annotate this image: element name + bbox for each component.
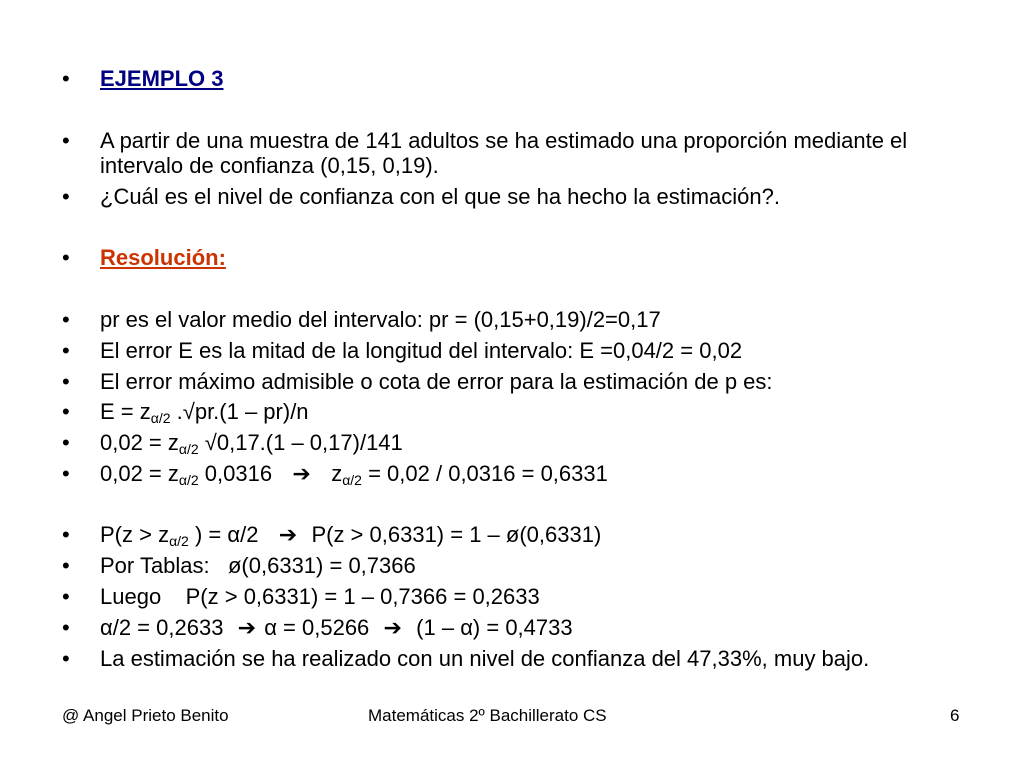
step-substitution — [62, 430, 980, 457]
bullet: • — [62, 430, 70, 455]
problem-question — [62, 184, 980, 209]
subscript: α/2 — [169, 533, 189, 549]
formula-part: √0,17.(1 – 0,17)/141 — [198, 430, 403, 455]
formula-part: 0,0316 — [198, 461, 291, 486]
formula-part: 0,02 = z — [100, 430, 179, 455]
step-text: El error máximo admisible o cota de error para la estimación de p es: — [100, 369, 773, 394]
problem-statement — [62, 128, 980, 178]
bullet: • — [62, 338, 70, 363]
step-formula — [62, 399, 980, 426]
formula-part: P(z > 0,6331) = 1 – ø(0,6331) — [299, 522, 602, 547]
bullet: • — [62, 245, 70, 270]
footer-page-number: 6 — [950, 706, 960, 725]
bullet: • — [62, 369, 70, 394]
formula-part: 0,02 = z — [100, 461, 179, 486]
subscript: α/2 — [150, 410, 171, 426]
arrow-icon: ➔ — [237, 615, 257, 640]
step-error — [62, 338, 980, 363]
formula-part: P(z > z — [100, 522, 170, 547]
formula-part: ) = α/2 — [188, 522, 277, 547]
bullet: • — [62, 66, 70, 91]
resolution-heading: Resolución: — [100, 245, 226, 270]
step-text: Por Tablas: ø(0,6331) = 0,7366 — [100, 553, 416, 578]
step-probability — [62, 522, 980, 549]
resolution-heading-row — [62, 245, 980, 270]
conclusion — [62, 646, 960, 671]
bullet: • — [62, 522, 70, 547]
step-then — [62, 584, 980, 609]
bullet: • — [62, 307, 70, 332]
formula-part: α = 0,5266 — [258, 615, 382, 640]
arrow-icon: ➔ — [292, 461, 311, 486]
subscript: α/2 — [342, 472, 362, 488]
bullet: • — [62, 615, 70, 640]
footer-author: @ Angel Prieto Benito — [62, 706, 229, 725]
bullet: • — [62, 553, 70, 578]
bullet: • — [62, 461, 70, 486]
example-heading: EJEMPLO 3 — [100, 66, 224, 91]
step-solve-z — [62, 461, 980, 488]
formula-part: α/2 = 0,2633 — [100, 615, 236, 640]
problem-text: A partir de una muestra de 141 adultos se ha estimado una proporción mediante el intervalo de confianza (0,15, 0,19). — [100, 128, 908, 178]
subscript: α/2 — [178, 472, 199, 488]
step-text: pr es el valor medio del intervalo: pr = (0,15+0,19)/2=0,17 — [100, 307, 661, 332]
question-text: ¿Cuál es el nivel de confianza con el que se ha hecho la estimación?. — [100, 184, 780, 209]
step-mean — [62, 307, 980, 332]
step-max-error — [62, 369, 980, 394]
step-text: Luego P(z > 0,6331) = 1 – 0,7366 = 0,2633 — [100, 584, 540, 609]
formula-part: = 0,02 / 0,0316 = 0,6331 — [361, 461, 608, 486]
formula-part: (1 – α) = 0,4733 — [403, 615, 573, 640]
bullet: • — [62, 184, 70, 209]
step-alpha — [62, 615, 980, 640]
bullet: • — [62, 399, 70, 424]
conclusion-text: La estimación se ha realizado con un nivel de confianza del 47,33%, muy bajo. — [100, 646, 870, 671]
arrow-icon: ➔ — [383, 615, 402, 640]
bullet: • — [62, 646, 70, 671]
subscript: α/2 — [178, 441, 199, 457]
formula-part: z — [312, 461, 343, 486]
slide-title — [62, 66, 980, 91]
bullet: • — [62, 128, 70, 153]
footer-course: Matemáticas 2º Bachillerato CS — [368, 706, 607, 725]
step-tables — [62, 553, 980, 578]
step-text: El error E es la mitad de la longitud del intervalo: E =0,04/2 = 0,02 — [100, 338, 743, 363]
arrow-icon: ➔ — [278, 522, 298, 547]
formula-part: .√pr.(1 – pr)/n — [170, 399, 309, 424]
bullet: • — [62, 584, 70, 609]
formula-part: E = z — [100, 399, 151, 424]
